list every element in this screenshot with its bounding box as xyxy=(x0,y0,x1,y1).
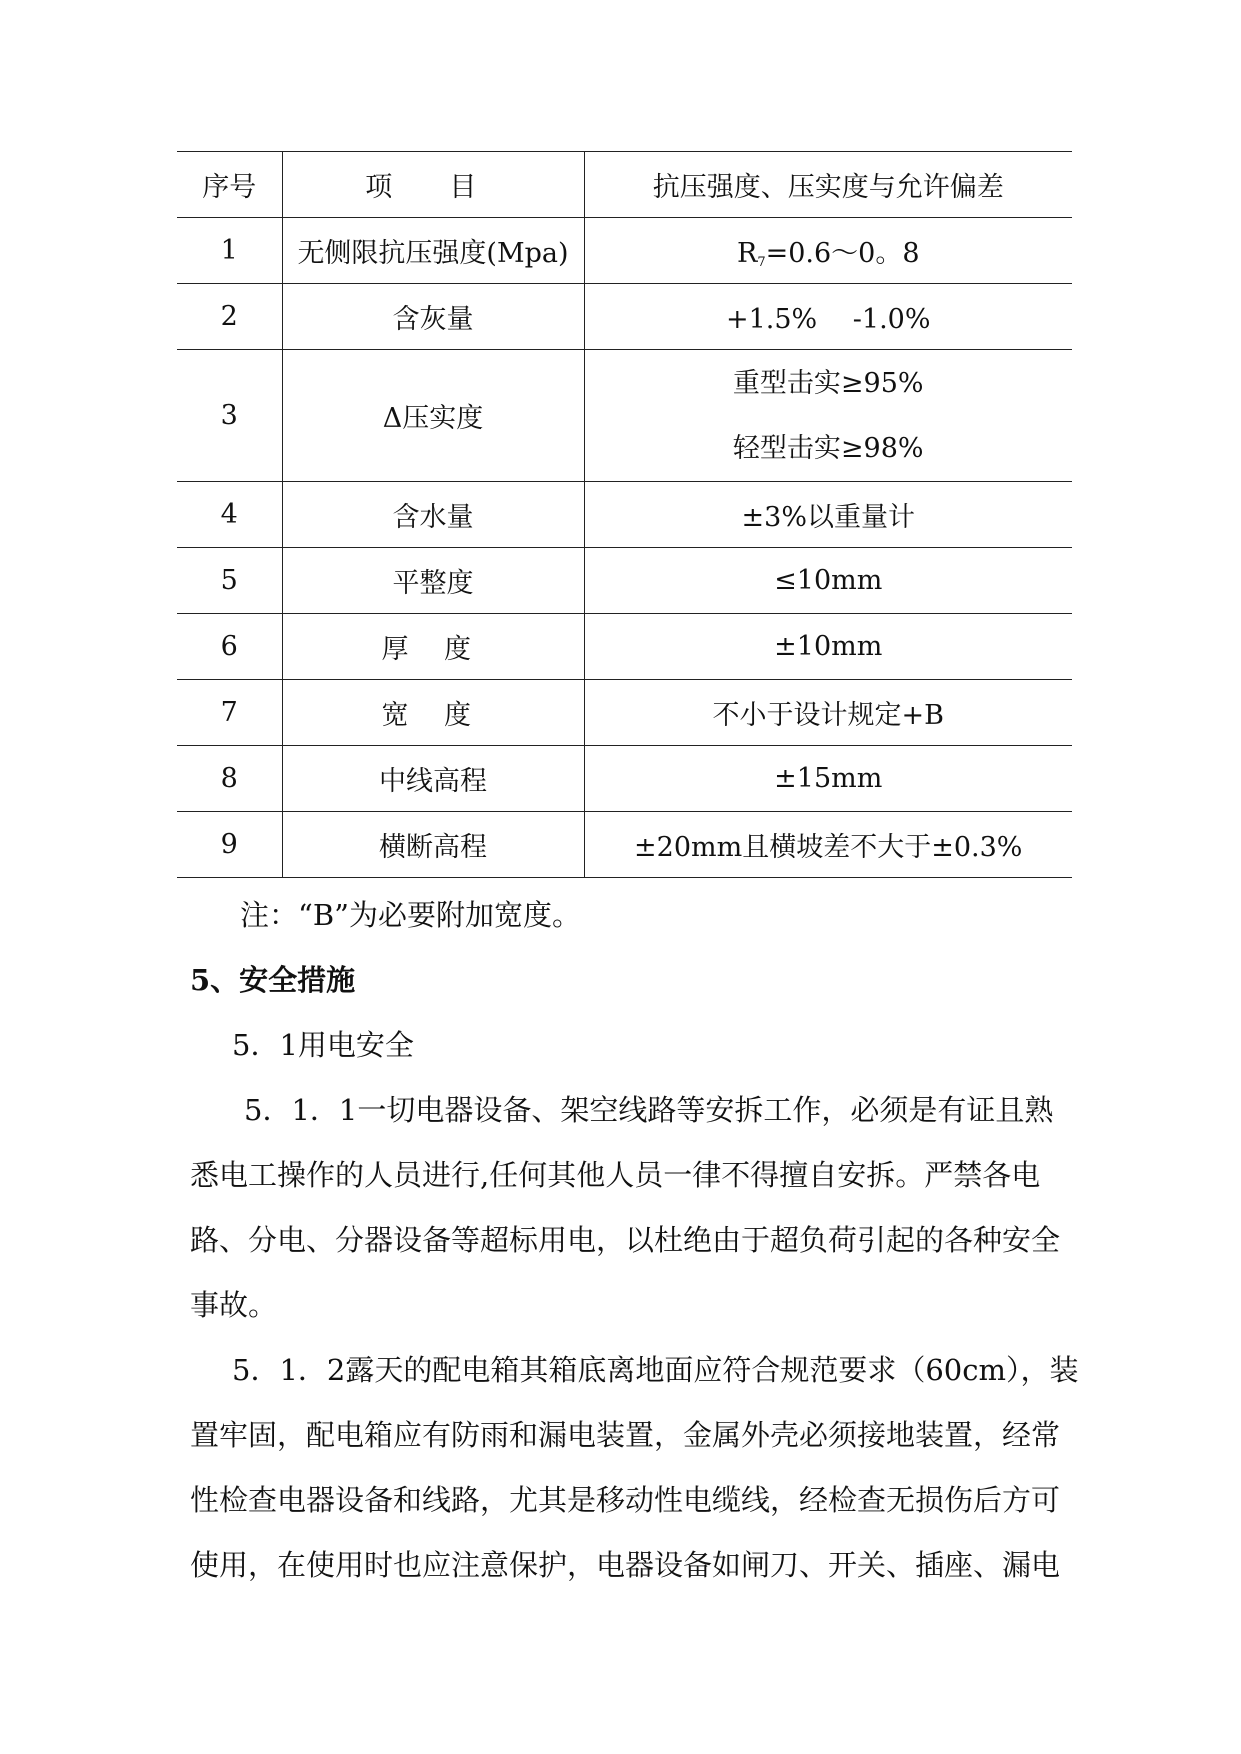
row-item: 含灰量 xyxy=(282,284,584,350)
row-no: 4 xyxy=(177,482,282,548)
paragraph-line: 事故。 xyxy=(190,1288,278,1322)
table-row xyxy=(177,548,1072,614)
paragraph-line: 5．1．2露天的配电箱其箱底离地面应符合规范要求（60cm），装 xyxy=(232,1353,1079,1387)
tolerance-table xyxy=(177,151,1072,878)
table-row xyxy=(177,746,1072,812)
row-item: 无侧限抗压强度(Mpa) xyxy=(282,218,584,284)
row-value: ≤10mm xyxy=(584,548,1072,614)
table-header-row xyxy=(177,152,1072,218)
row-value xyxy=(584,218,1072,284)
row-item: 平整度 xyxy=(282,548,584,614)
table-row xyxy=(177,350,1072,482)
row-no: 9 xyxy=(177,812,282,878)
table-note: 注：“B”为必要附加宽度。 xyxy=(240,898,581,932)
paragraph-line: 置牢固，配电箱应有防雨和漏电装置，金属外壳必须接地装置，经常 xyxy=(190,1418,1061,1452)
table-row xyxy=(177,284,1072,350)
row-value: ±3%以重量计 xyxy=(584,482,1072,548)
row-value: ±15mm xyxy=(584,746,1072,812)
r-subscript: 7 xyxy=(757,255,766,270)
section-heading: 5、安全措施 xyxy=(190,963,356,997)
row-no: 8 xyxy=(177,746,282,812)
table-row xyxy=(177,218,1072,284)
row-no: 3 xyxy=(177,350,282,482)
table-row xyxy=(177,482,1072,548)
row-item: 含水量 xyxy=(282,482,584,548)
table-row xyxy=(177,812,1072,878)
subsection-heading: 5．1用电安全 xyxy=(232,1028,414,1062)
paragraph-line: 悉电工操作的人员进行,任何其他人员一律不得擅自安拆。严禁各电 xyxy=(190,1158,1041,1192)
row-no: 1 xyxy=(177,218,282,284)
row-no: 6 xyxy=(177,614,282,680)
table-row xyxy=(177,680,1072,746)
paragraph-line: 路、分电、分器设备等超标用电，以杜绝由于超负荷引起的各种安全 xyxy=(190,1223,1061,1257)
row-value-line: 轻型击实≥98% xyxy=(732,432,924,464)
paragraph-line: 性检查电器设备和线路，尤其是移动性电缆线，经检查无损伤后方可 xyxy=(190,1483,1061,1517)
header-value: 抗压强度、压实度与允许偏差 xyxy=(584,152,1072,218)
row-item: 横断高程 xyxy=(282,812,584,878)
row-value: +1.5% -1.0% xyxy=(584,284,1072,350)
r-value: =0.6～0。8 xyxy=(765,238,920,269)
header-item-text: 项 目 xyxy=(365,172,501,203)
paragraph-line: 使用，在使用时也应注意保护，电器设备如闸刀、开关、插座、漏电 xyxy=(190,1548,1061,1582)
header-item xyxy=(282,152,584,218)
row-item: Δ压实度 xyxy=(282,350,584,482)
row-value: ±10mm xyxy=(584,614,1072,680)
row-item: 宽 度 xyxy=(282,680,584,746)
row-no: 7 xyxy=(177,680,282,746)
row-no: 5 xyxy=(177,548,282,614)
header-no: 序号 xyxy=(177,152,282,218)
row-no: 2 xyxy=(177,284,282,350)
row-item: 中线高程 xyxy=(282,746,584,812)
paragraph-line: 5．1．1一切电器设备、架空线路等安拆工作，必须是有证且熟 xyxy=(244,1093,1054,1127)
row-value: 不小于设计规定+B xyxy=(584,680,1072,746)
row-item: 厚 度 xyxy=(282,614,584,680)
row-value xyxy=(584,350,1072,482)
table-row xyxy=(177,614,1072,680)
row-value: ±20mm且横坡差不大于±0.3% xyxy=(584,812,1072,878)
r-prefix: R xyxy=(736,238,758,269)
row-value-line: 重型击实≥95% xyxy=(732,367,924,399)
